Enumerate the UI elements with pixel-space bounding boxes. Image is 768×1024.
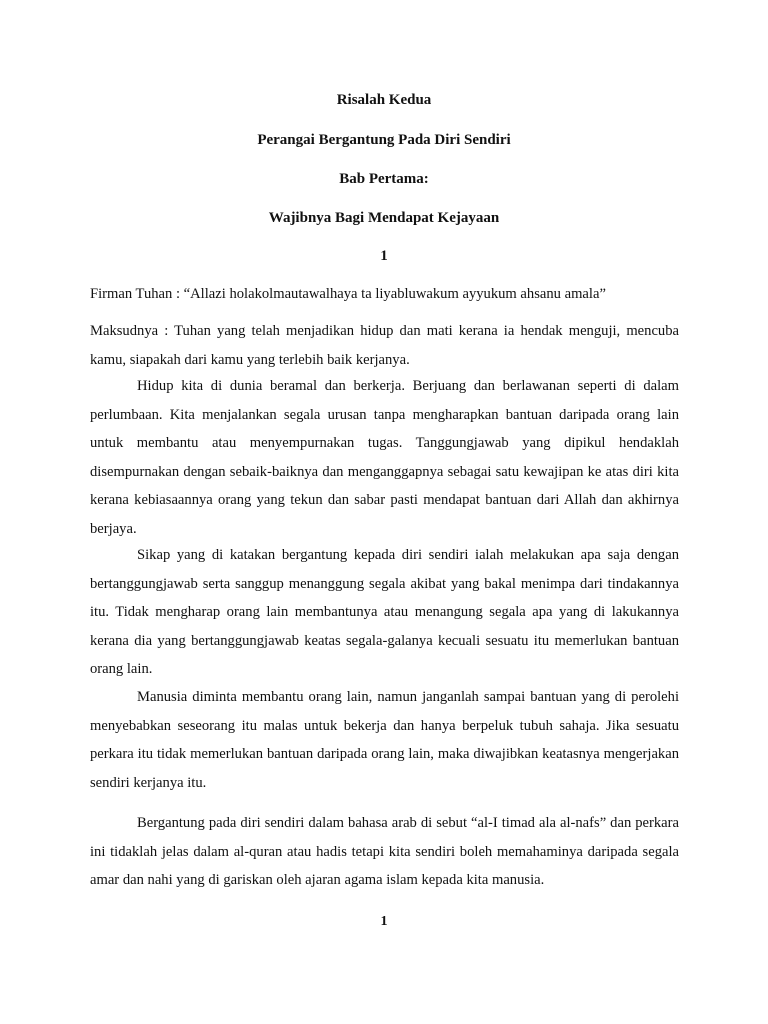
quote-paragraph: Firman Tuhan : “Allazi holakolmautawalhaya ta liyabluwakum ayyukum ahsanu amala”	[90, 286, 606, 302]
body-paragraph-1: Hidup kita di dunia beramal dan berkerja. Berjuang dan berlawanan seperti di dalam perlumbaan. Kita menjalankan segala urusan tanpa mengharapkan bantuan daripada orang lain untuk membantu atau menyempurnakan tugas. Tanggungjawab yang dipikul hendaklah disempurnakan dengan sebaik-baiknya dan menganggapnya sebagai satu kewajipan ke atas diri kita kerana kebiasaannya orang yang tekun dan sabar pasti mendapat bantuan dari Allah dan akhirnya berjaya.	[90, 378, 679, 537]
document-subtitle: Perangai Bergantung Pada Diri Sendiri	[257, 132, 511, 148]
document-title: Risalah Kedua	[336, 92, 432, 108]
chapter-heading: Bab Pertama:	[339, 171, 429, 187]
meaning-paragraph: Maksudnya : Tuhan yang telah menjadikan hidup dan mati kerana ia hendak menguji, mencuba kamu, siapakah dari kamu yang terlebih baik kerjanya.	[90, 323, 679, 368]
section-number: 1	[380, 248, 388, 264]
page-number: 1	[380, 914, 388, 929]
section-title: Wajibnya Bagi Mendapat Kejayaan	[268, 210, 500, 226]
body-paragraph-3: Manusia diminta membantu orang lain, namun janganlah sampai bantuan yang di perolehi menyebabkan seseorang itu malas untuk bekerja dan hanya berpeluk tubuh sahaja. Jika sesuatu perkara itu tidak memerlukan bantuan daripada orang lain, maka diwajibkan keatasnya mengerjakan sendiri kerjanya itu.	[90, 689, 679, 791]
body-paragraph-2: Sikap yang di katakan bergantung kepada diri sendiri ialah melakukan apa saja dengan bertanggungjawab serta sanggup menanggung segala akibat yang bakal menimpa dari tindakannya itu. Tidak mengharap orang lain membantunya atau menangung segala apa yang di lakukannya kerana dia yang bertanggungjawab keatas segala-galanya kecuali sesuatu itu memerlukan bantuan orang lain.	[90, 547, 679, 677]
body-paragraph-4: Bergantung pada diri sendiri dalam bahasa arab di sebut “al-I timad ala al-nafs” dan perkara ini tidaklah jelas dalam al-quran atau hadis tetapi kita sendiri boleh memahaminya daripada segala amar dan nahi yang di gariskan oleh ajaran agama islam kepada kita manusia.	[90, 815, 679, 888]
